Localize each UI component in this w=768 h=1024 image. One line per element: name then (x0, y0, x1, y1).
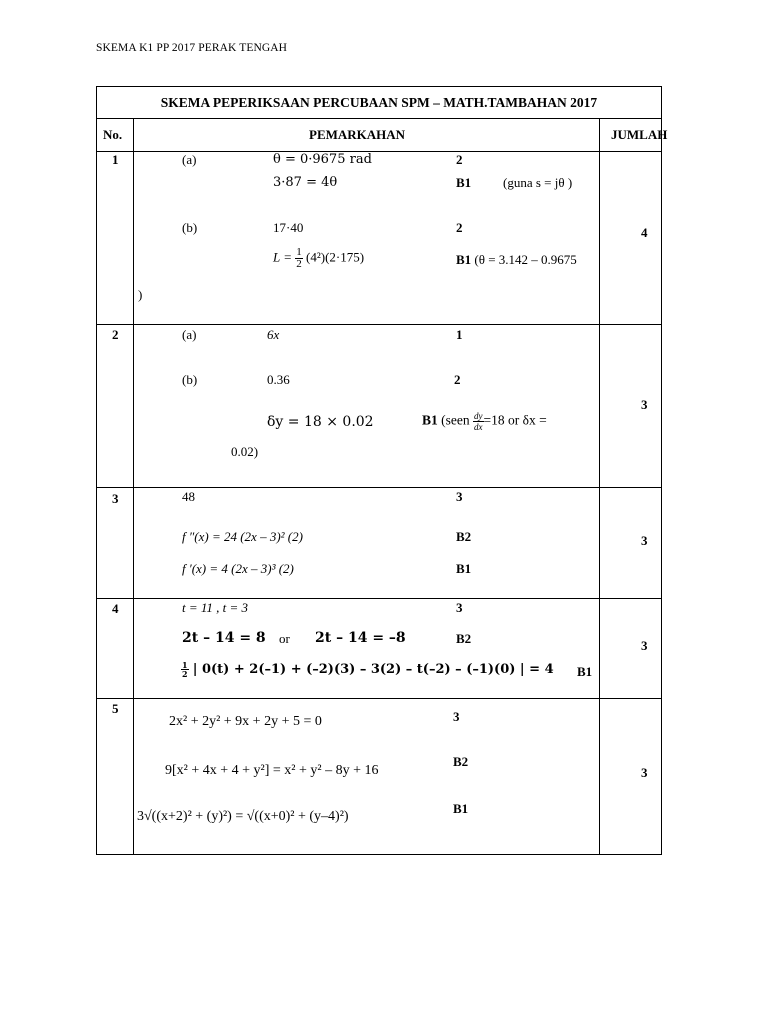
answer: t = 11 , t = 3 (182, 600, 249, 615)
mark: B2 (456, 631, 472, 646)
answer: 17·40 (273, 220, 304, 235)
mark: B1 (422, 412, 438, 428)
total-marks: 3 (641, 765, 648, 780)
working: 3·87 = 4θ (273, 175, 338, 190)
fraction: $\frac{1}{2}$ (182, 660, 188, 679)
note-line (456, 252, 577, 268)
total-marks: 4 (641, 225, 648, 240)
working: f ′(x) = 4 (2x – 3)³ (2) (182, 561, 294, 576)
mark: 2 (454, 372, 461, 387)
working: 3√((x+2)² + (y)²) = √((x+0)² + (y–4)²) (137, 809, 349, 824)
part-label: (b) (182, 220, 198, 235)
working: 2t – 14 = –8 (315, 630, 406, 646)
mark: 3 (456, 489, 463, 504)
working-or: or (279, 631, 290, 646)
mark: B2 (456, 529, 472, 544)
mark: 3 (456, 600, 463, 615)
total-marks: 3 (641, 397, 648, 412)
title-divider (97, 118, 661, 119)
fraction: $\frac{1}{2}$ (296, 246, 302, 270)
mark: 2 (456, 152, 463, 167)
answer: θ = 0·9675 rad (273, 152, 372, 167)
question-number: 2 (112, 327, 119, 342)
note: (guna s = jθ ) (503, 175, 573, 190)
note: (seen (441, 412, 470, 428)
question-number: 4 (112, 601, 119, 616)
working-rhs: (4²)(2·175) (306, 249, 365, 265)
mark: 1 (456, 327, 463, 342)
working: 2t – 14 = 8 (182, 630, 266, 646)
col-header-total: JUMLAH (611, 127, 668, 142)
working: 2x² + 2y² + 9x + 2y + 5 = 0 (169, 714, 322, 729)
working (273, 247, 364, 270)
mark: B2 (453, 754, 469, 769)
note-continuation: 0.02) (231, 444, 259, 459)
page-header: SKEMA K1 PP 2017 PERAK TENGAH (96, 42, 288, 54)
mark: B1 (456, 561, 472, 576)
col-divider-total (599, 119, 600, 854)
note: (θ = 3.142 – 0.9675 (474, 252, 577, 267)
derivative-fraction: $\frac{dy}{dx}$ (474, 411, 483, 432)
row-divider-3 (97, 598, 661, 599)
note-continuation: ) (138, 287, 143, 302)
col-header-no: No. (103, 127, 123, 142)
answer: 48 (182, 489, 195, 504)
mark: B1 (456, 175, 472, 190)
row-divider-2 (97, 487, 661, 488)
col-header-marking: PEMARKAHAN (309, 127, 406, 142)
mark: B1 (456, 252, 472, 267)
col-divider-no (133, 119, 134, 854)
table-title: SKEMA PEPERIKSAAN PERCUBAAN SPM – MATH.TAMBAHAN 2017 (160, 95, 598, 110)
question-number: 3 (112, 491, 119, 506)
marking-scheme-table (96, 86, 668, 855)
working: 9[x² + 4x + 4 + y²] = x² + y² – 8y + 16 (165, 763, 379, 778)
area-formula: | 0(t) + 2(–1) + (–2)(3) – 3(2) – t(–2) – (–1)(0) | = 4 (192, 662, 554, 677)
working-lhs: L = (273, 249, 293, 265)
question-number: 1 (112, 152, 119, 167)
total-marks: 3 (641, 638, 648, 653)
mark: 3 (453, 709, 460, 724)
part-label: (b) (182, 372, 198, 387)
working: δy = 18 × 0.02 (267, 414, 374, 430)
working (181, 661, 554, 678)
part-label: (a) (182, 327, 197, 342)
note: =18 or δx = (483, 412, 547, 428)
working: f ″(x) = 24 (2x – 3)² (2) (182, 529, 303, 544)
answer: 0.36 (267, 372, 290, 387)
mark: B1 (577, 664, 593, 679)
note-line (422, 411, 547, 432)
total-marks: 3 (641, 533, 648, 548)
row-divider-4 (97, 698, 661, 699)
answer: 6x (267, 327, 280, 342)
mark: B1 (453, 801, 469, 816)
mark: 2 (456, 220, 463, 235)
part-label: (a) (182, 152, 197, 167)
row-divider-1 (97, 324, 661, 325)
question-number: 5 (112, 701, 119, 716)
